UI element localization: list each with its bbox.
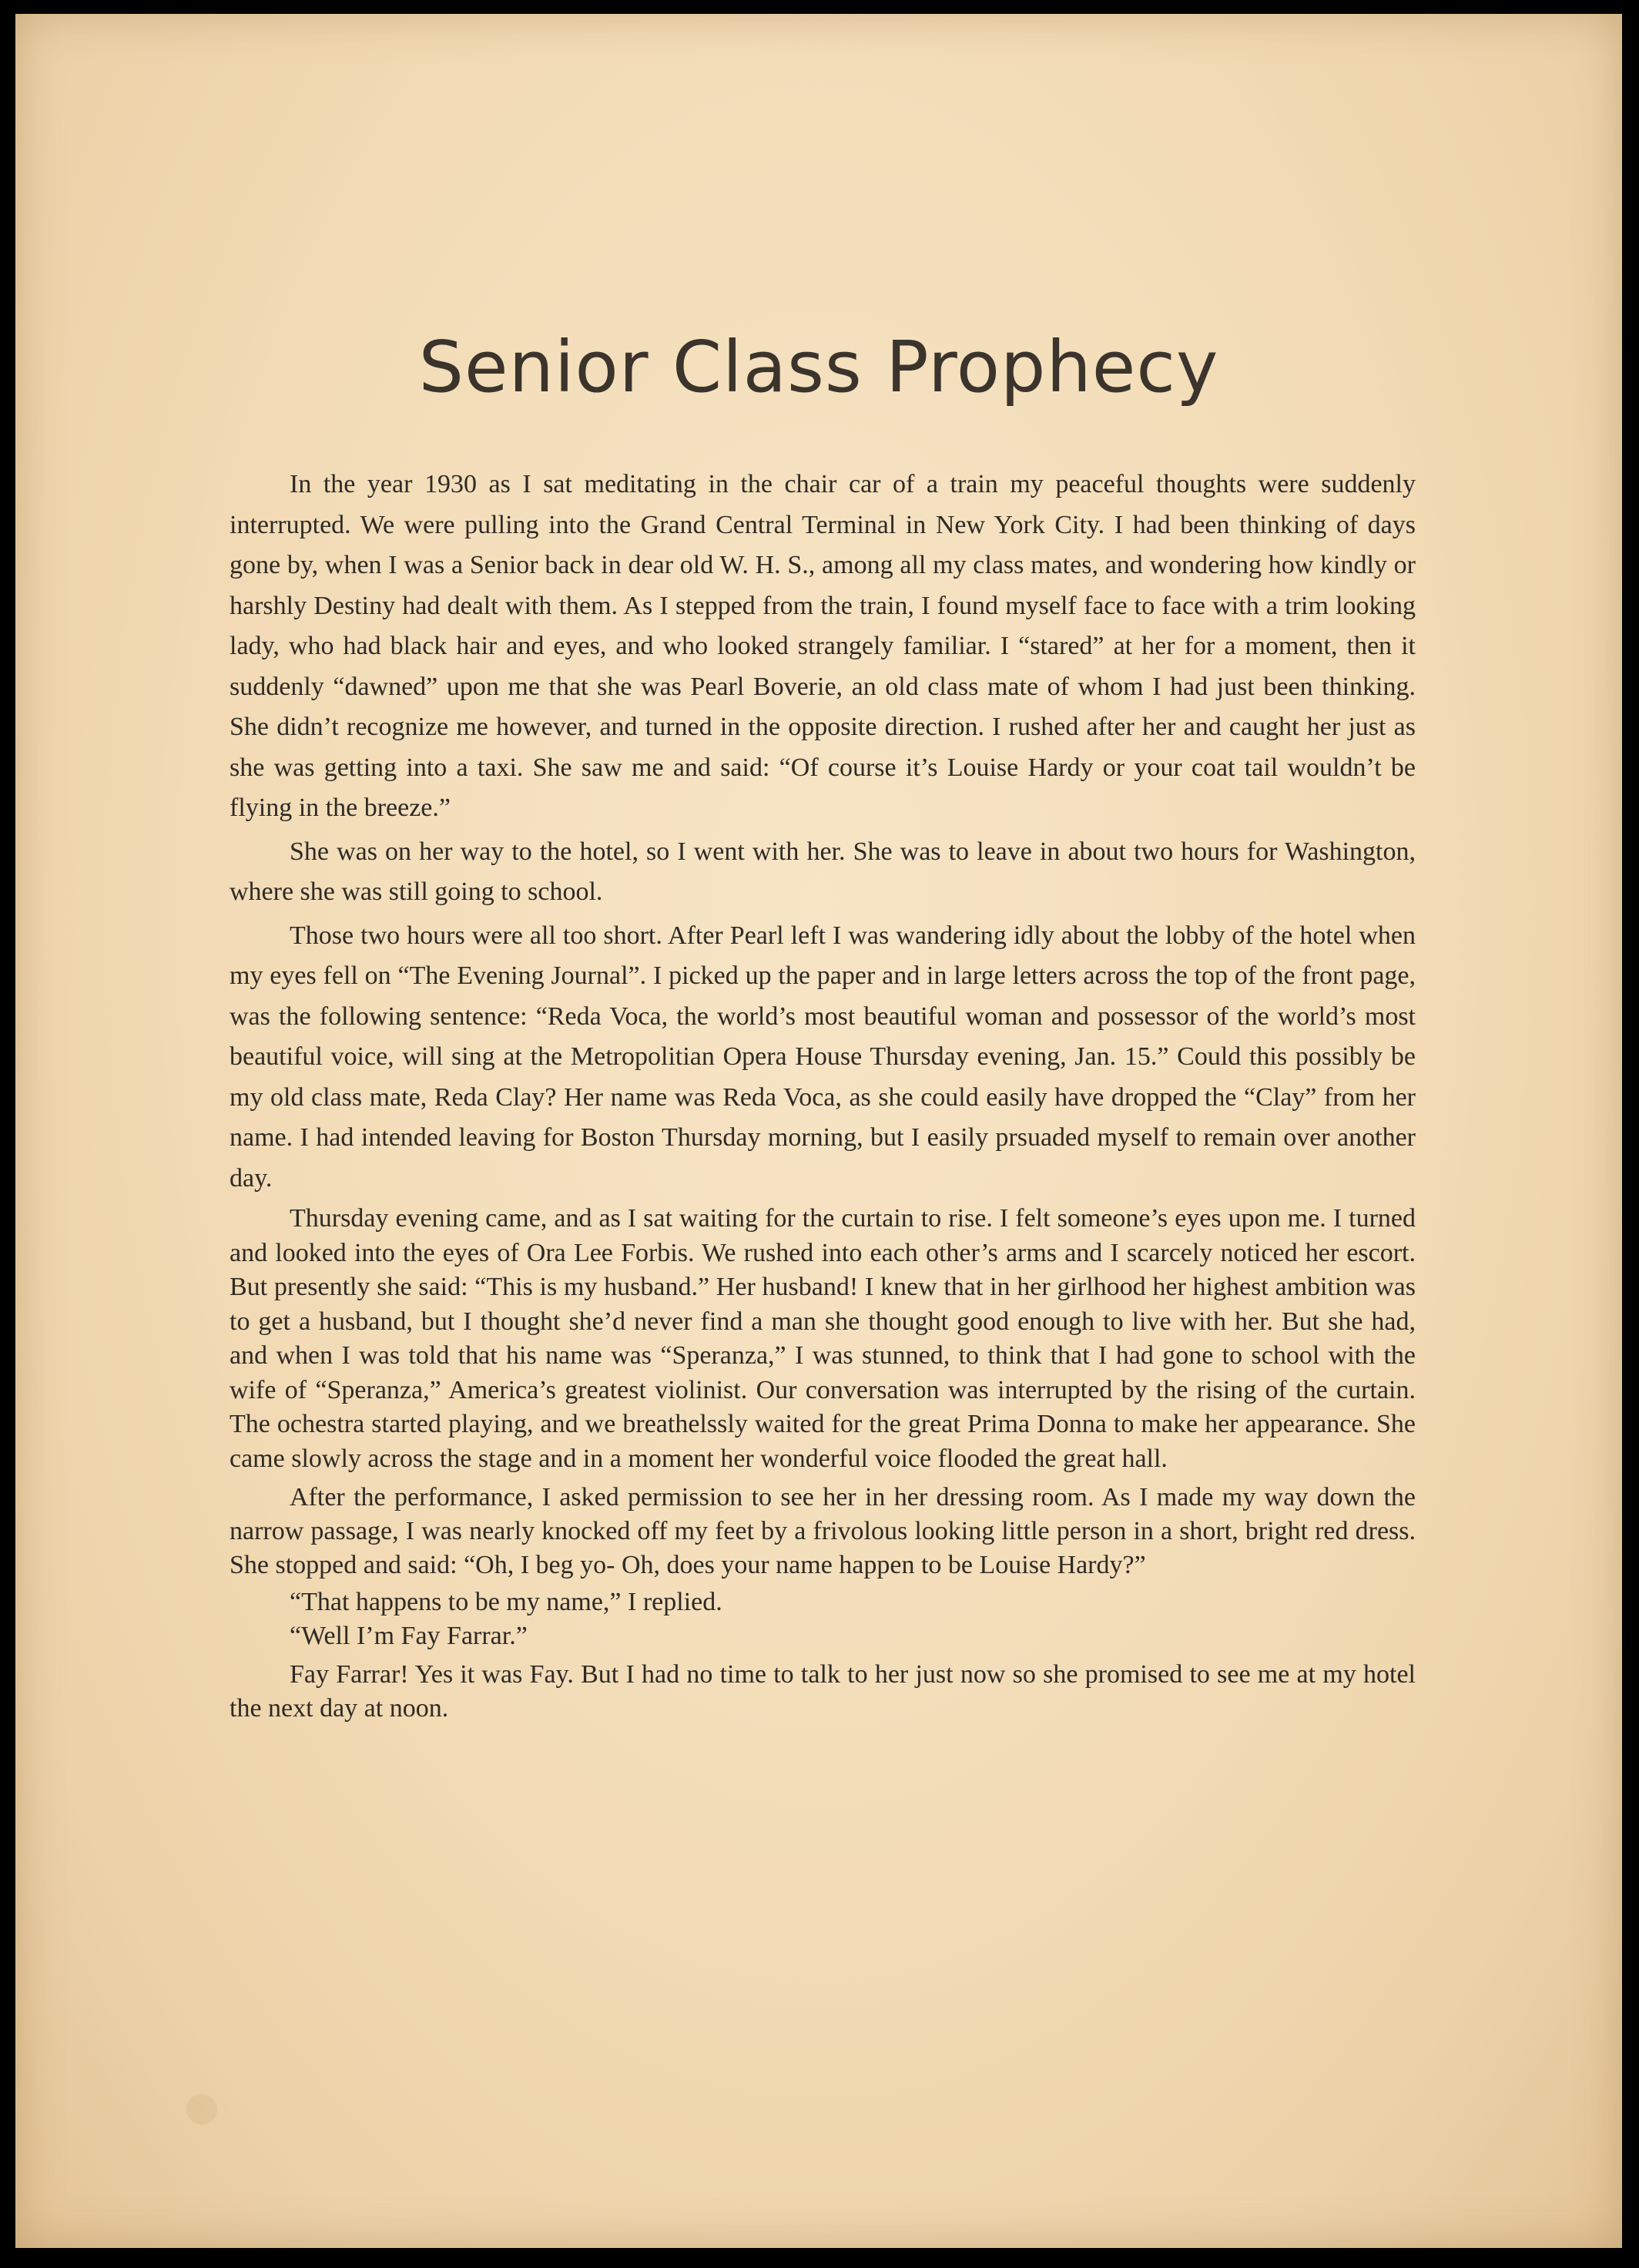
paragraph-8: Fay Farrar! Yes it was Fay. But I had no time to talk to her just now so she promised to see me at my hotel the next day at noon.	[230, 1660, 1416, 1723]
paragraph-2: She was on her way to the hotel, so I went with her. She was to leave in about two hours for Washington, where she was still going to school.	[230, 837, 1416, 906]
paper-stain	[186, 2094, 217, 2125]
paragraph-5: After the performance, I asked permission to see her in her dressing room. As I made my way down the narrow passage, I was nearly knocked off my feet by a frivolous looking little person in a short, bright red dress. She stopped and said: “Oh, I beg yo- Oh, does your name happen to be Louise Hardy?”	[230, 1483, 1416, 1579]
paragraph-4: Thursday evening came, and as I sat waiting for the curtain to rise. I felt someone’s eyes upon me. I turned and looked into the eyes of Ora Lee Forbis. We rushed into each other’s arms and I scarcely noticed her escort. But presently she said: “This is my husband.” Her husband! I knew that in her girlhood her highest ambition was to get a husband, but I thought she’d never find a man she thought good enough to live with her. But she had, and when I was told that his name was “Speranza,” I was stunned, to think that I had gone to school with the wife of “Speranza,” America’s greatest violinist. Our conversation was interrupted by the rising of the curtain. The ochestra started playing, and we breathelssly waited for the great Prima Donna to make her appearance. She came slowly across the stage and in a moment her wonderful voice flooded the great hall.	[230, 1204, 1416, 1473]
paragraph-1: In the year 1930 as I sat meditating in the chair car of a train my peaceful thoughts were suddenly interrupted. We were pulling into the Grand Central Terminal in New York City. I had been thinking of days gone by, when I was a Senior back in dear old W. H. S., among all my class mates, and wondering how kindly or harshly Destiny had dealt with them. As I stepped from the train, I found myself face to face with a trim looking lady, who had black hair and eyes, and who looked strangely familiar. I “stared” at her for a moment, then it suddenly “dawned” upon me that she was Pearl Boverie, an old class mate of whom I had just been thinking. She didn’t recognize me however, and turned in the opposite direction. I rushed after her and caught her just as she was getting into a taxi. She saw me and said: “Of course it’s Louise Hardy or your coat tail wouldn’t be flying in the breeze.”	[230, 470, 1416, 822]
page-title: Senior Class Prophecy	[418, 326, 1219, 408]
paragraph-6: “That happens to be my name,” I replied.	[290, 1588, 722, 1616]
paragraph-7: “Well I’m Fay Farrar.”	[290, 1622, 528, 1650]
document-page	[15, 14, 1622, 2248]
paragraph-3: Those two hours were all too short. After Pearl left I was wandering idly about the lobby of the hotel when my eyes fell on “The Evening Journal”. I picked up the paper and in large letters across the top of the front page, was the following sentence: “Reda Voca, the world’s most beautiful woman and possessor of the world’s most beautiful voice, will sing at the Metropolitian Opera House Thursday evening, Jan. 15.” Could this possibly be my old class mate, Reda Clay? Her name was Reda Voca, as she could easily have dropped the “Clay” from her name. I had intended leaving for Boston Thursday morning, but I easily prsuaded myself to remain over another day.	[230, 921, 1416, 1193]
document-body	[230, 465, 1416, 1729]
